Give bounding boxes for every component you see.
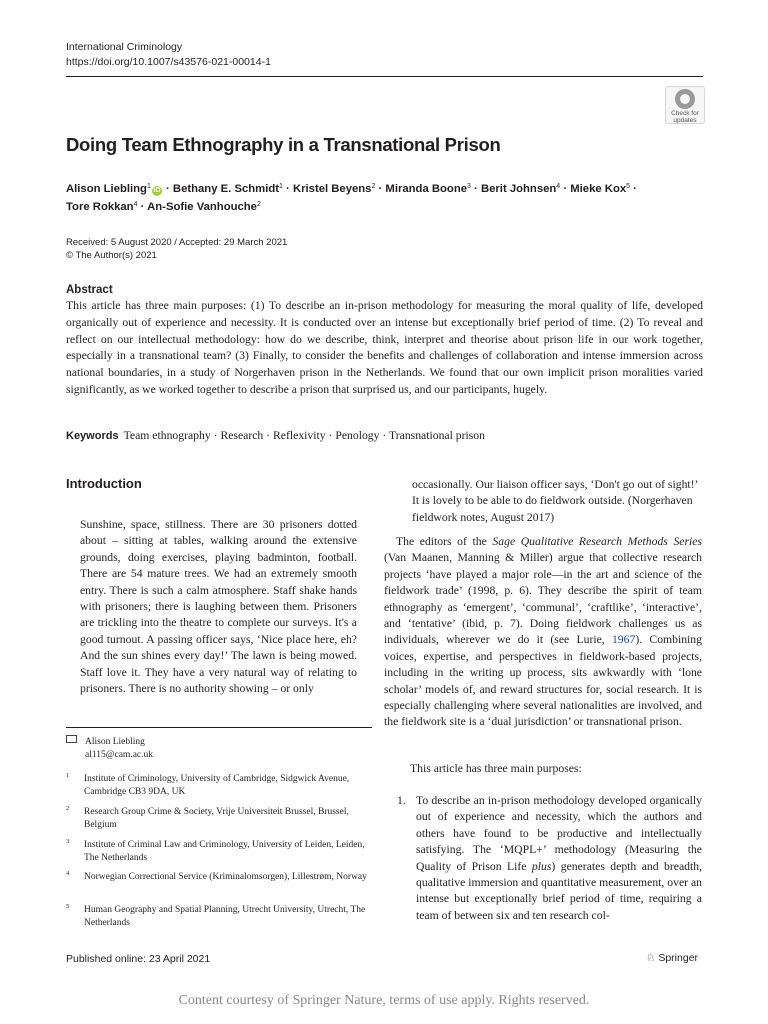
check-for-updates-badge[interactable] <box>665 86 705 124</box>
affiliation-2: 2 Research Group Crime & Society, Vrije Universiteit Brussel, Brussel, Belgium <box>66 805 349 830</box>
correspondence-name: Alison Liebling <box>85 737 145 747</box>
correspondence-email[interactable]: al115@cam.ac.uk <box>85 749 154 760</box>
content-credit: Content courtesy of Springer Nature, terms of use apply. Rights reserved. <box>178 993 590 1008</box>
author[interactable]: Mieke Kox$^5$ <box>570 183 631 195</box>
footnote-rule <box>66 727 372 728</box>
copyright-line: © The Author(s) 2021 <box>66 250 157 261</box>
author[interactable]: An-Sofie Vanhouche$^2$ <box>147 201 261 213</box>
citation-link[interactable]: 1967 <box>611 633 636 647</box>
published-date: Published online: 23 April 2021 <box>66 953 211 965</box>
correspondence <box>66 735 153 761</box>
affiliation-1: 1 Institute of Criminology, University of Cambridge, Sidgwick Avenue, Cambridge CB3 9DA, UK <box>66 772 350 797</box>
running-header <box>66 40 271 70</box>
keywords-label: Keywords <box>66 430 119 442</box>
author[interactable]: Berit Johnsen$^4$ <box>480 183 561 195</box>
article-dates <box>66 236 287 262</box>
fieldwork-quote-right: occasionally. Our liaison officer says, ‘Don't go out of sight!’ It is lovely to be able to do fieldwork outside. (Norgerhaven fieldwork notes, August 2017) <box>412 478 698 524</box>
introduction-heading: Introduction <box>66 476 142 491</box>
doi-link[interactable]: https://doi.org/10.1007/s43576-021-00014-1 <box>66 56 271 68</box>
list-item <box>384 793 702 924</box>
badge-line1: Check for <box>671 110 699 117</box>
keywords-list: Team ethnography · Research · Reflexivity · Penology · Transnational prison <box>123 429 485 442</box>
abstract-text: This article has three main purposes: (1) To describe an in-prison methodology for measuring the moral quality of life, developed organically out of experience and necessity. It is conducted over an intense but exceptionally brief period of time. (2) To reveal and reflect on our intellectual methodology: how do we describe, think, interpret and theorise about prison life in our work together, especially in a transnational team? (3) Finally, to consider the benefits and challenges of collaboration and intense immersion across national boundaries, in a study of Norgerhaven prison in the Netherlands. We found that our own implicit prison moralities varied significantly, as we worked together to describe a prison that surprised us, and our participants, hugely. <box>66 299 703 396</box>
orcid-icon[interactable]: iD <box>153 187 161 194</box>
author[interactable]: Bethany E. Schmidt$^1$ <box>172 183 283 195</box>
badge-line2: updates <box>673 117 697 124</box>
author[interactable]: Alison Liebling$^1$ <box>66 183 151 195</box>
keywords <box>66 429 485 442</box>
affiliation-3: 3 Institute of Criminal Law and Criminology, University of Leiden, Leiden, The Netherlands <box>66 838 365 863</box>
journal-name: International Criminology <box>66 41 183 53</box>
paragraph-editors: The editors of the Sage Qualitative Research Methods Series (Van Maanen, Manning & Miller) argue that collective research projects ‘have played a major role—in the art and science of the fieldwork trade’ (1998, p. 6). They describe the spirit of team ethnography as ‘emergent’, ‘communal’, ‘craftlike’, ‘interactive’, and ‘tentative’ (ibid, p. 7). Doing fieldwork challenges us as individuals, wherever we do it (see Lurie, 1967). Combining voices, expertise, and perspectives in fieldwork-based projects, including in the writing up process, sits awkwardly with ‘lone scholar’ models of, and reward structures for, social research. It is especially challenging where several nationalities are involved, and the fieldwork site is a ‘dual jurisdiction’ or transnational prison. <box>384 535 703 729</box>
author-list: Alison Liebling$^1$iD · Bethany E. Schmidt$^1$ · Kristel Beyens$^2$ · Miranda Boone$^3$ · Berit Johnsen$^4$ · Mieke Kox$^5$ · Tore Rokkan$^4$ · An-Sofie Vanhouche$^2$ <box>66 183 637 213</box>
abstract-heading: Abstract <box>66 284 113 296</box>
fieldwork-quote-left: Sunshine, space, stillness. There are 30 prisoners dotted about – sitting at tables, walking around the extensive grounds, doing exercises, playing badminton, football. There are 54 mature trees. We had an extremely smooth entry. There is such a calm atmosphere. Staff shake hands with prisoners; there is laughing between them. Prisoners are trickling into the theatre to complete our surveys. It's a good turnout. A passing officer says, ‘Nice place here, eh? And the sun shines every day!’ The lawn is being mowed. Staff love it. They have a very natural way of relating to prisoners. There is no authority showing – or only <box>80 518 357 696</box>
author[interactable]: Tore Rokkan$^4$ <box>66 201 138 213</box>
update-icon <box>675 89 695 109</box>
affiliation-4: 4 Norwegian Correctional Service (Kriminalomsorgen), Lillestrøm, Norway <box>66 870 367 882</box>
publisher-name: Springer <box>658 952 699 964</box>
list-text: To describe an in-prison methodology developed organically out of experience and necessity, which the authors and others have found to be productive and intellectually satisfying. The ‘MQPL+’ methodology (Measuring the Quality of Prison Life plus) generates depth and breadth, qualitative immersion and quantitative measurement, over an intense but exceptionally brief period of time, requiring a team of between six and ten research col- <box>416 794 703 922</box>
affiliation-5: 5 Human Geography and Spatial Planning, Utrecht University, Utrecht, The Netherlands <box>66 903 366 928</box>
envelope-icon <box>66 735 77 743</box>
author[interactable]: Miranda Boone$^3$ <box>385 183 471 195</box>
header-rule <box>66 76 703 77</box>
received-accepted: Received: 5 August 2020 / Accepted: 29 March 2021 <box>66 237 288 248</box>
list-number: 1. <box>397 794 406 807</box>
article-title: Doing Team Ethnography in a Transnational Prison <box>66 134 501 155</box>
author[interactable]: Kristel Beyens$^2$ <box>292 183 376 195</box>
publisher-logo <box>646 952 698 964</box>
paragraph-purposes: This article has three main purposes: <box>410 762 582 775</box>
springer-horse-icon: ♘ <box>646 952 656 964</box>
